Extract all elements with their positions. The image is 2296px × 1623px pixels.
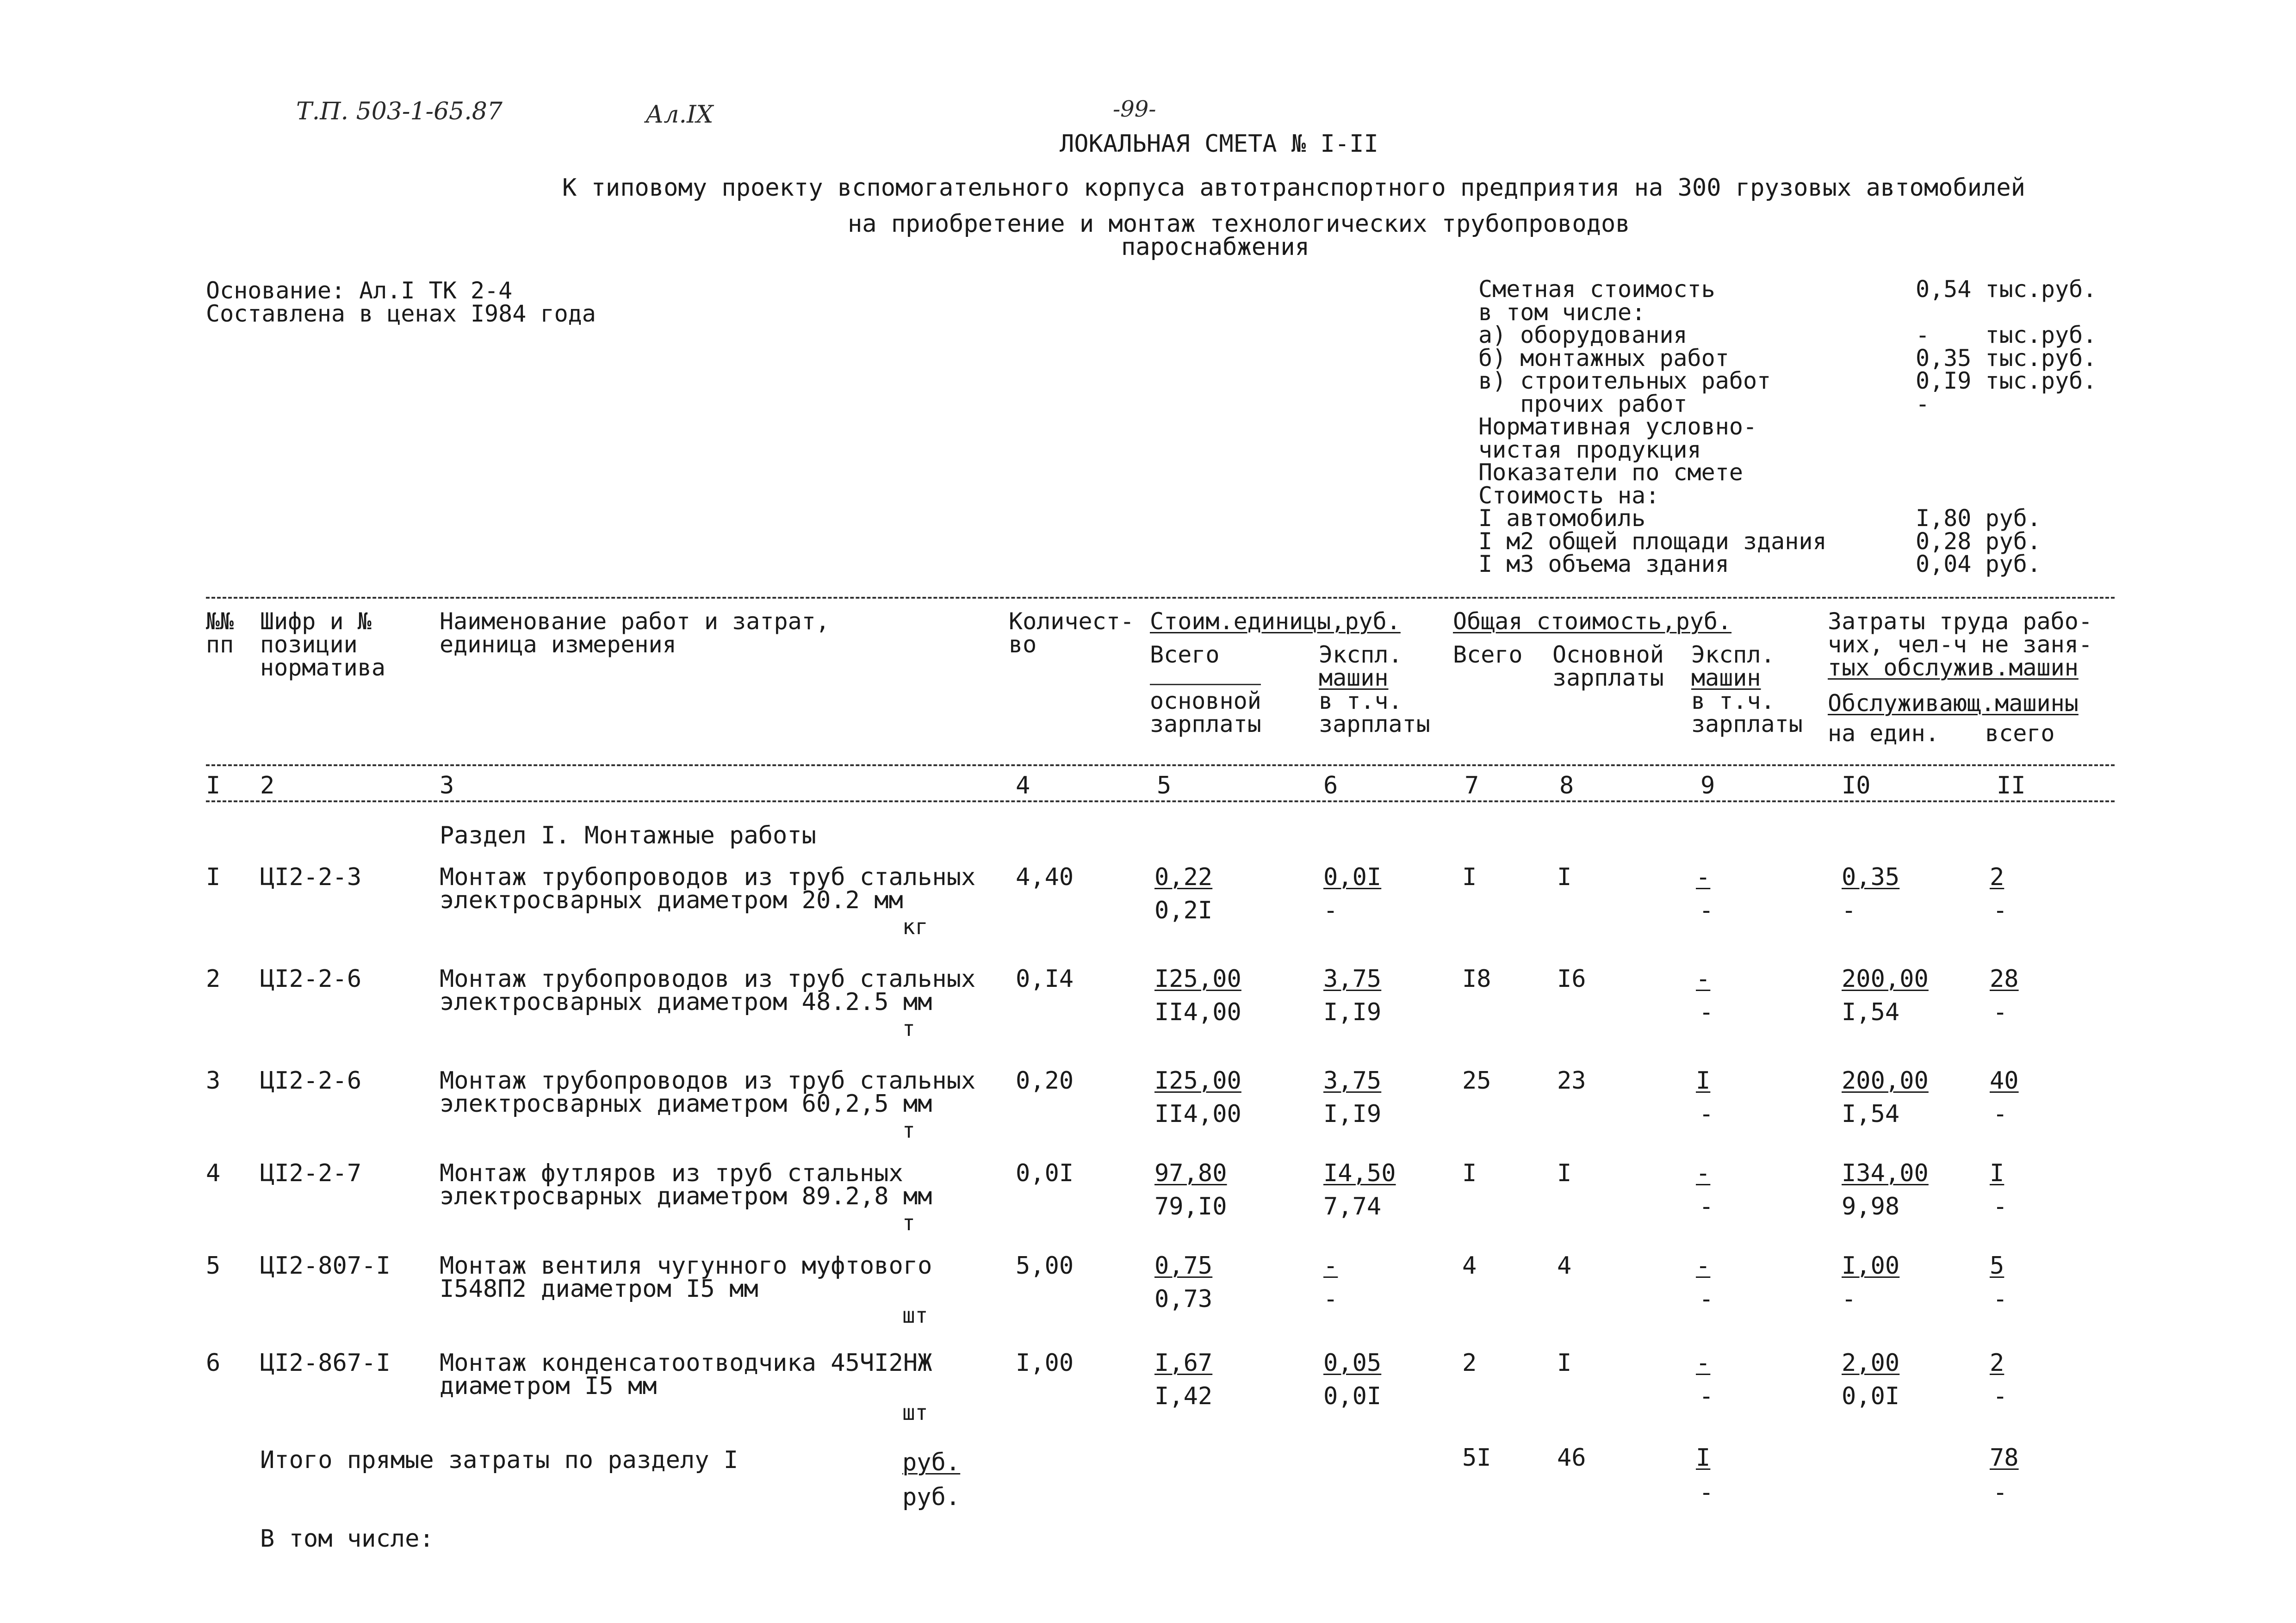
- cell-c9a: -: [1696, 1159, 1711, 1187]
- cell-name2: электросварных диаметром 20.2 мм: [440, 886, 903, 914]
- cell-c11a: 2: [1990, 1349, 2004, 1377]
- cell-code: ЦI2-2-3: [260, 863, 362, 891]
- cell-c7: I8: [1462, 965, 1491, 993]
- cell-c6b: -: [1323, 897, 1338, 924]
- summary-value: I,80 руб.: [1916, 505, 2041, 532]
- cell-c11b: -: [1993, 1285, 2008, 1313]
- cell-n: 5: [206, 1252, 221, 1280]
- cell-c7: 2: [1462, 1349, 1477, 1377]
- cell-c9a: -: [1696, 1252, 1711, 1280]
- cell-c5b: 0,2I: [1154, 897, 1213, 924]
- total-col9a: I: [1696, 1444, 1711, 1472]
- cell-c9a: -: [1696, 965, 1711, 993]
- hdr-col10: на един.: [1828, 720, 1939, 747]
- cell-c11b: -: [1993, 1382, 2008, 1410]
- cell-c7: 25: [1462, 1067, 1491, 1095]
- hdr-col2-line3: норматива: [260, 654, 385, 681]
- cell-unit: т: [902, 1016, 915, 1041]
- cell-code: ЦI2-807-I: [260, 1252, 391, 1280]
- cell-c9b: -: [1699, 998, 1714, 1026]
- summary-label: Сметная стоимость: [1478, 276, 1715, 303]
- hdr-col9-line4: зарплаты: [1691, 711, 1803, 737]
- column-number: 7: [1464, 772, 1479, 799]
- hdr-col2-line1: Шифр и №: [260, 608, 372, 635]
- cell-c5b: 0,73: [1154, 1285, 1213, 1313]
- header-bottom-rule: [206, 764, 2115, 766]
- cell-c7: I: [1462, 1159, 1477, 1187]
- hdr-col5-line2: основной: [1150, 688, 1261, 714]
- cell-c8: 23: [1557, 1067, 1586, 1095]
- cell-c11a: 40: [1990, 1067, 2019, 1095]
- column-number: 2: [260, 772, 275, 799]
- basis-line-1: Основание: Ал.I ТК 2-4: [206, 277, 513, 304]
- cell-c5b: II4,00: [1154, 998, 1241, 1026]
- document-title: ЛОКАЛЬНАЯ СМЕТА № I-II: [1060, 130, 1378, 158]
- cell-n: 4: [206, 1159, 221, 1187]
- cell-c6b: 0,0I: [1323, 1382, 1382, 1410]
- hdr-col3-line2: единица измерения: [440, 631, 676, 658]
- album-number: Ал.IX: [645, 101, 714, 129]
- hdr-col5-line1: Всего: [1150, 641, 1220, 668]
- column-number: II: [1997, 772, 2026, 799]
- column-number: 3: [440, 772, 454, 799]
- hdr-col1-line1: №№: [206, 608, 234, 635]
- summary-label: а) оборудования: [1478, 322, 1688, 348]
- cell-c5a: 0,22: [1154, 863, 1213, 891]
- cell-qty: 4,40: [1016, 863, 1074, 891]
- cell-c9b: -: [1699, 1382, 1714, 1410]
- summary-label: I м2 общей площади здания: [1478, 527, 1827, 555]
- hdr-col3-line1: Наименование работ и затрат,: [440, 608, 830, 635]
- total-unit-1: руб.: [902, 1449, 961, 1476]
- cell-c8: I: [1557, 1349, 1572, 1377]
- cell-c6b: I,I9: [1323, 1100, 1382, 1128]
- summary-value: - тыс.руб.: [1916, 322, 2097, 348]
- cell-c9b: -: [1699, 897, 1714, 924]
- hdr-col6-line3: в т.ч.: [1319, 688, 1402, 714]
- hdr-unit-cost: Стоим.единицы,руб.: [1150, 608, 1401, 635]
- cell-c8: I6: [1557, 965, 1586, 993]
- cell-c10b: I,54: [1842, 1100, 1900, 1128]
- summary-value: 0,04 руб.: [1916, 551, 2041, 577]
- cell-n: 2: [206, 965, 221, 993]
- project-code: Т.П. 503-1-65.87: [296, 98, 503, 125]
- cell-c6b: -: [1323, 1285, 1338, 1313]
- cell-name2: диаметром I5 мм: [440, 1372, 657, 1400]
- cell-c5a: I25,00: [1154, 965, 1241, 993]
- column-number: I: [206, 772, 221, 799]
- cell-qty: 0,0I: [1016, 1159, 1074, 1187]
- cell-c11b: -: [1993, 1100, 2008, 1128]
- column-number: 6: [1323, 772, 1338, 799]
- cell-unit: шт: [902, 1303, 928, 1328]
- cell-name1: Монтаж трубопроводов из труб стальных: [440, 1067, 976, 1095]
- cell-c5b: II4,00: [1154, 1100, 1241, 1128]
- hdr-col11: всего: [1985, 720, 2055, 747]
- cell-c7: I: [1462, 863, 1477, 891]
- summary-label: чистая продукция: [1478, 436, 1701, 463]
- summary-value: -: [1916, 390, 1930, 417]
- cell-c7: 4: [1462, 1252, 1477, 1280]
- cell-c11b: -: [1993, 1193, 2008, 1220]
- cell-c9b: -: [1699, 1193, 1714, 1220]
- cell-name1: Монтаж трубопроводов из труб стальных: [440, 863, 976, 891]
- cell-c9a: -: [1696, 1349, 1711, 1377]
- cell-c9b: -: [1699, 1100, 1714, 1128]
- summary-value: 0,54 тыс.руб.: [1916, 276, 2097, 303]
- cell-c5b: 79,I0: [1154, 1193, 1227, 1220]
- title-line-1: К типовому проекту вспомогательного корпуса автотранспортного предприятия на 300 грузовых автомобилей: [562, 174, 2025, 202]
- hdr-col8-line2: зарплаты: [1552, 664, 1664, 691]
- cell-c9a: -: [1696, 863, 1711, 891]
- hdr-col2-line2: позиции: [260, 631, 358, 658]
- cell-code: ЦI2-867-I: [260, 1349, 391, 1377]
- column-number: 8: [1559, 772, 1574, 799]
- title-line-3: пароснабжения: [1121, 233, 1309, 261]
- column-number: 5: [1157, 772, 1172, 799]
- total-col11b: -: [1993, 1479, 2008, 1506]
- cell-c10a: 200,00: [1842, 1067, 1929, 1095]
- cell-c10a: 0,35: [1842, 863, 1900, 891]
- cell-c10a: I,00: [1842, 1252, 1900, 1280]
- column-number: I0: [1842, 772, 1871, 799]
- hdr-col9-line3: в т.ч.: [1691, 688, 1775, 714]
- summary-value: 0,28 руб.: [1916, 527, 2041, 555]
- cell-n: 6: [206, 1349, 221, 1377]
- cell-c11a: 2: [1990, 863, 2004, 891]
- cell-qty: I,00: [1016, 1349, 1074, 1377]
- column-number: 9: [1700, 772, 1715, 799]
- cell-name2: электросварных диаметром 89.2,8 мм: [440, 1183, 932, 1210]
- hdr-col5-line3: зарплаты: [1150, 711, 1261, 737]
- summary-value: 0,I9 тыс.руб.: [1916, 367, 2097, 394]
- cell-name1: Монтаж трубопроводов из труб стальных: [440, 965, 976, 993]
- hdr-labor-line1: Затраты труда рабо-: [1828, 608, 2092, 635]
- cell-c10b: 9,98: [1842, 1193, 1900, 1220]
- total-col9b: -: [1699, 1479, 1714, 1506]
- cell-c11a: 28: [1990, 965, 2019, 993]
- title-line-2: на приобретение и монтаж технологических трубопроводов: [848, 210, 1630, 238]
- total-label: Итого прямые затраты по разделу I: [260, 1446, 738, 1474]
- hdr-col1-line2: пп: [206, 631, 234, 658]
- hdr-col8-line1: Основной: [1552, 641, 1664, 668]
- cell-c11b: -: [1993, 998, 2008, 1026]
- hdr-col6-line2: машин: [1319, 664, 1389, 691]
- hdr-col9-line1: Экспл.: [1691, 641, 1775, 668]
- cell-unit: т: [902, 1210, 915, 1235]
- summary-label: в) строительных работ: [1478, 367, 1771, 394]
- hdr-col4-line2: во: [1009, 631, 1037, 658]
- cell-c9a: I: [1696, 1067, 1711, 1095]
- cell-c11a: I: [1990, 1159, 2004, 1187]
- hdr-col4-line1: Количест-: [1009, 608, 1134, 635]
- cell-c5b: I,42: [1154, 1382, 1213, 1410]
- header-top-rule: [206, 597, 2115, 599]
- footer-including: В том числе:: [260, 1525, 434, 1553]
- hdr-col7: Всего: [1453, 641, 1523, 668]
- cell-c10b: 0,0I: [1842, 1382, 1900, 1410]
- cell-name2: I548П2 диаметром I5 мм: [440, 1275, 758, 1303]
- cell-c6b: I,I9: [1323, 998, 1382, 1026]
- cell-c11a: 5: [1990, 1252, 2004, 1280]
- total-col7: 5I: [1462, 1444, 1491, 1472]
- hdr-col6-line4: зарплаты: [1319, 711, 1430, 737]
- cell-c8: 4: [1557, 1252, 1572, 1280]
- cell-c5a: I25,00: [1154, 1067, 1241, 1095]
- cell-c6a: 3,75: [1323, 1067, 1382, 1095]
- cell-qty: 5,00: [1016, 1252, 1074, 1280]
- column-number: 4: [1016, 772, 1030, 799]
- summary-label: Стоимость на:: [1478, 482, 1660, 509]
- cell-unit: т: [902, 1118, 915, 1143]
- total-unit-2: руб.: [902, 1483, 961, 1511]
- cell-qty: 0,20: [1016, 1067, 1074, 1095]
- cell-c11b: -: [1993, 897, 2008, 924]
- summary-label: б) монтажных работ: [1478, 344, 1729, 372]
- summary-label: в том числе:: [1478, 298, 1646, 326]
- cell-c8: I: [1557, 863, 1572, 891]
- cell-name1: Монтаж вентиля чугунного муфтового: [440, 1252, 932, 1280]
- summary-value: 0,35 тыс.руб.: [1916, 344, 2097, 372]
- cell-c6a: 3,75: [1323, 965, 1382, 993]
- page-number: -99-: [1113, 96, 1156, 122]
- hdr-total-cost: Общая стоимость,руб.: [1453, 608, 1732, 635]
- cell-code: ЦI2-2-6: [260, 965, 362, 993]
- basis-line-2: Составлена в ценах I984 года: [206, 300, 596, 327]
- cell-unit: шт: [902, 1400, 928, 1425]
- cell-name1: Монтаж футляров из труб стальных: [440, 1159, 903, 1187]
- cell-c6a: I4,50: [1323, 1159, 1396, 1187]
- cell-name1: Монтаж конденсатоотводчика 45ЧI2НЖ: [440, 1349, 932, 1377]
- cell-qty: 0,I4: [1016, 965, 1074, 993]
- cell-c10a: 200,00: [1842, 965, 1929, 993]
- cell-code: ЦI2-2-6: [260, 1067, 362, 1095]
- total-col11a: 78: [1990, 1444, 2019, 1472]
- cell-c5a: 0,75: [1154, 1252, 1213, 1280]
- cell-c6a: -: [1323, 1252, 1338, 1280]
- summary-label: Нормативная условно-: [1478, 413, 1757, 440]
- cell-c5a: 97,80: [1154, 1159, 1227, 1187]
- summary-label: I автомобиль: [1478, 505, 1646, 532]
- cell-c10b: I,54: [1842, 998, 1900, 1026]
- cell-c10b: -: [1842, 897, 1856, 924]
- summary-label: прочих работ: [1478, 390, 1688, 417]
- summary-label: Показатели по смете: [1478, 459, 1743, 486]
- hdr-col9-line2: машин: [1691, 664, 1761, 691]
- hdr-col6-line1: Экспл.: [1319, 641, 1402, 668]
- column-number-rule: [206, 800, 2115, 802]
- cell-c5a: I,67: [1154, 1349, 1213, 1377]
- cell-c6b: 7,74: [1323, 1193, 1382, 1220]
- cell-c9b: -: [1699, 1285, 1714, 1313]
- hdr-labor-line2: чих, чел-ч не заня-: [1828, 631, 2092, 658]
- hdr-serv: Обслуживающ.машины: [1828, 690, 2079, 717]
- hdr-col5-rule: [1150, 684, 1261, 685]
- cell-c6a: 0,05: [1323, 1349, 1382, 1377]
- cell-c10a: I34,00: [1842, 1159, 1929, 1187]
- cell-n: I: [206, 863, 221, 891]
- cell-c6a: 0,0I: [1323, 863, 1382, 891]
- cell-c10b: -: [1842, 1285, 1856, 1313]
- cell-unit: кг: [902, 914, 928, 939]
- section-title: Раздел I. Монтажные работы: [440, 822, 816, 849]
- cell-code: ЦI2-2-7: [260, 1159, 362, 1187]
- cell-c8: I: [1557, 1159, 1572, 1187]
- cell-name2: электросварных диаметром 48.2.5 мм: [440, 988, 932, 1016]
- hdr-labor-line3: тых обслужив.машин: [1828, 654, 2079, 681]
- summary-label: I м3 объема здания: [1478, 551, 1729, 577]
- cell-name2: электросварных диаметром 60,2,5 мм: [440, 1090, 932, 1118]
- cell-c10a: 2,00: [1842, 1349, 1900, 1377]
- cell-n: 3: [206, 1067, 221, 1095]
- total-col8: 46: [1557, 1444, 1586, 1472]
